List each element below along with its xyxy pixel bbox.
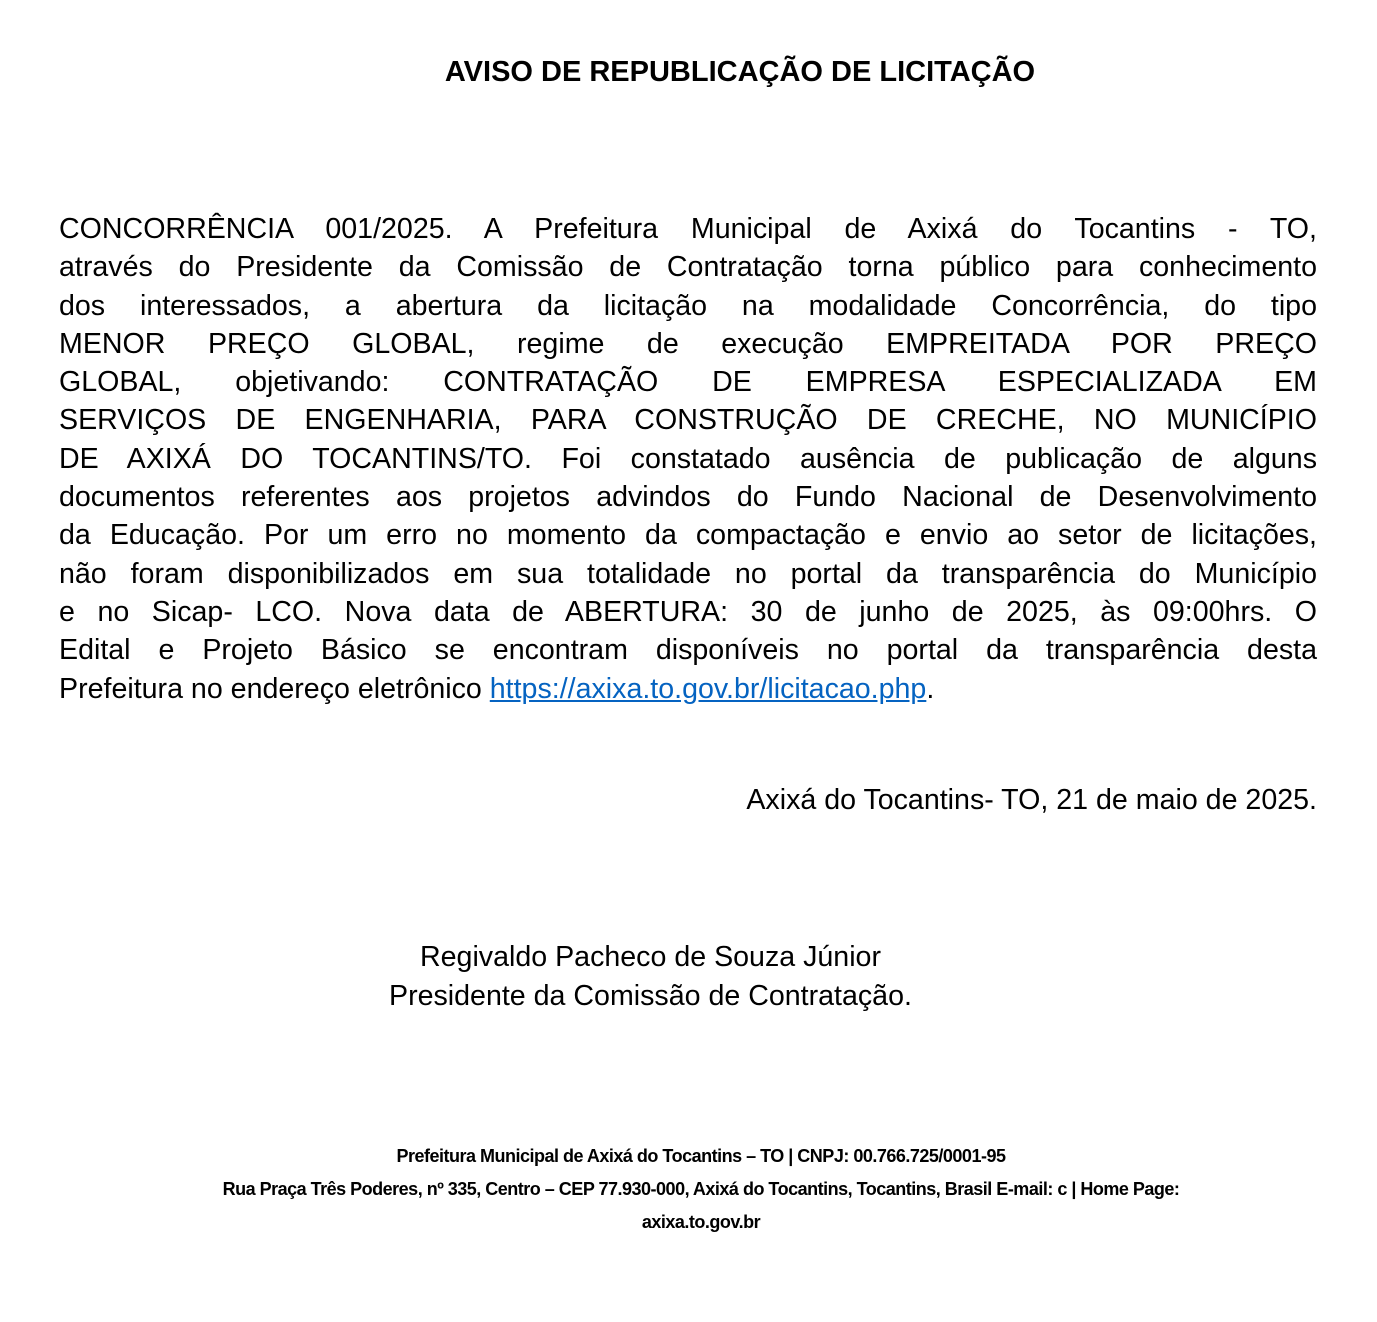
- footer-line: Rua Praça Três Poderes, nº 335, Centro – CEP 77.930-000, Axixá do Tocantins, Tocantins, Brasil E-mail: c | Home Page:: [222, 1179, 1180, 1199]
- body-line: através do Presidente da Comissão de Contratação torna público para conhecimento: [59, 251, 1317, 284]
- last-line-suffix: .: [926, 672, 935, 705]
- footer-line: Prefeitura Municipal de Axixá do Tocantins – TO | CNPJ: 00.766.725/0001-95: [396, 1146, 1006, 1166]
- body-line: DE AXIXÁ DO TOCANTINS/TO. Foi constatado ausência de publicação de alguns: [59, 442, 1317, 475]
- body-line: documentos referentes aos projetos advindos do Fundo Nacional de Desenvolvimento: [59, 481, 1317, 514]
- signatory-name: Regivaldo Pacheco de Souza Júnior: [420, 941, 881, 973]
- body-line: da Educação. Por um erro no momento da compactação e envio ao setor de licitações,: [59, 519, 1317, 552]
- body-line: e no Sicap- LCO. Nova data de ABERTURA: 30 de junho de 2025, às 09:00hrs. O: [59, 595, 1317, 628]
- document-title: AVISO DE REPUBLICAÇÃO DE LICITAÇÃO: [444, 56, 1036, 88]
- body-line: não foram disponibilizados em sua totalidade no portal da transparência do Município: [59, 557, 1317, 590]
- body-line: Edital e Projeto Básico se encontram disponíveis no portal da transparência desta: [59, 634, 1317, 667]
- page-footer: [0, 1140, 1377, 1239]
- footer-line: axixa.to.gov.br: [641, 1212, 761, 1232]
- body-line: GLOBAL, objetivando: CONTRATAÇÃO DE EMPRESA ESPECIALIZADA EM: [59, 366, 1317, 399]
- body-line: [59, 670, 1317, 708]
- licitacao-link[interactable]: https://axixa.to.gov.br/licitacao.php: [489, 672, 927, 705]
- body-line: MENOR PREÇO GLOBAL, regime de execução EMPREITADA POR PREÇO: [59, 327, 1317, 360]
- notice-body: [59, 210, 1317, 708]
- date-line: Axixá do Tocantins- TO, 21 de maio de 2025.: [746, 784, 1317, 816]
- body-line: SERVIÇOS DE ENGENHARIA, PARA CONSTRUÇÃO DE CRECHE, NO MUNICÍPIO: [59, 404, 1317, 437]
- last-line-prefix: Prefeitura no endereço eletrônico: [59, 672, 490, 705]
- body-line: dos interessados, a abertura da licitação na modalidade Concorrência, do tipo: [59, 289, 1317, 322]
- signatory-role: Presidente da Comissão de Contratação.: [389, 980, 912, 1012]
- body-line: CONCORRÊNCIA 001/2025. A Prefeitura Municipal de Axixá do Tocantins - TO,: [59, 213, 1317, 245]
